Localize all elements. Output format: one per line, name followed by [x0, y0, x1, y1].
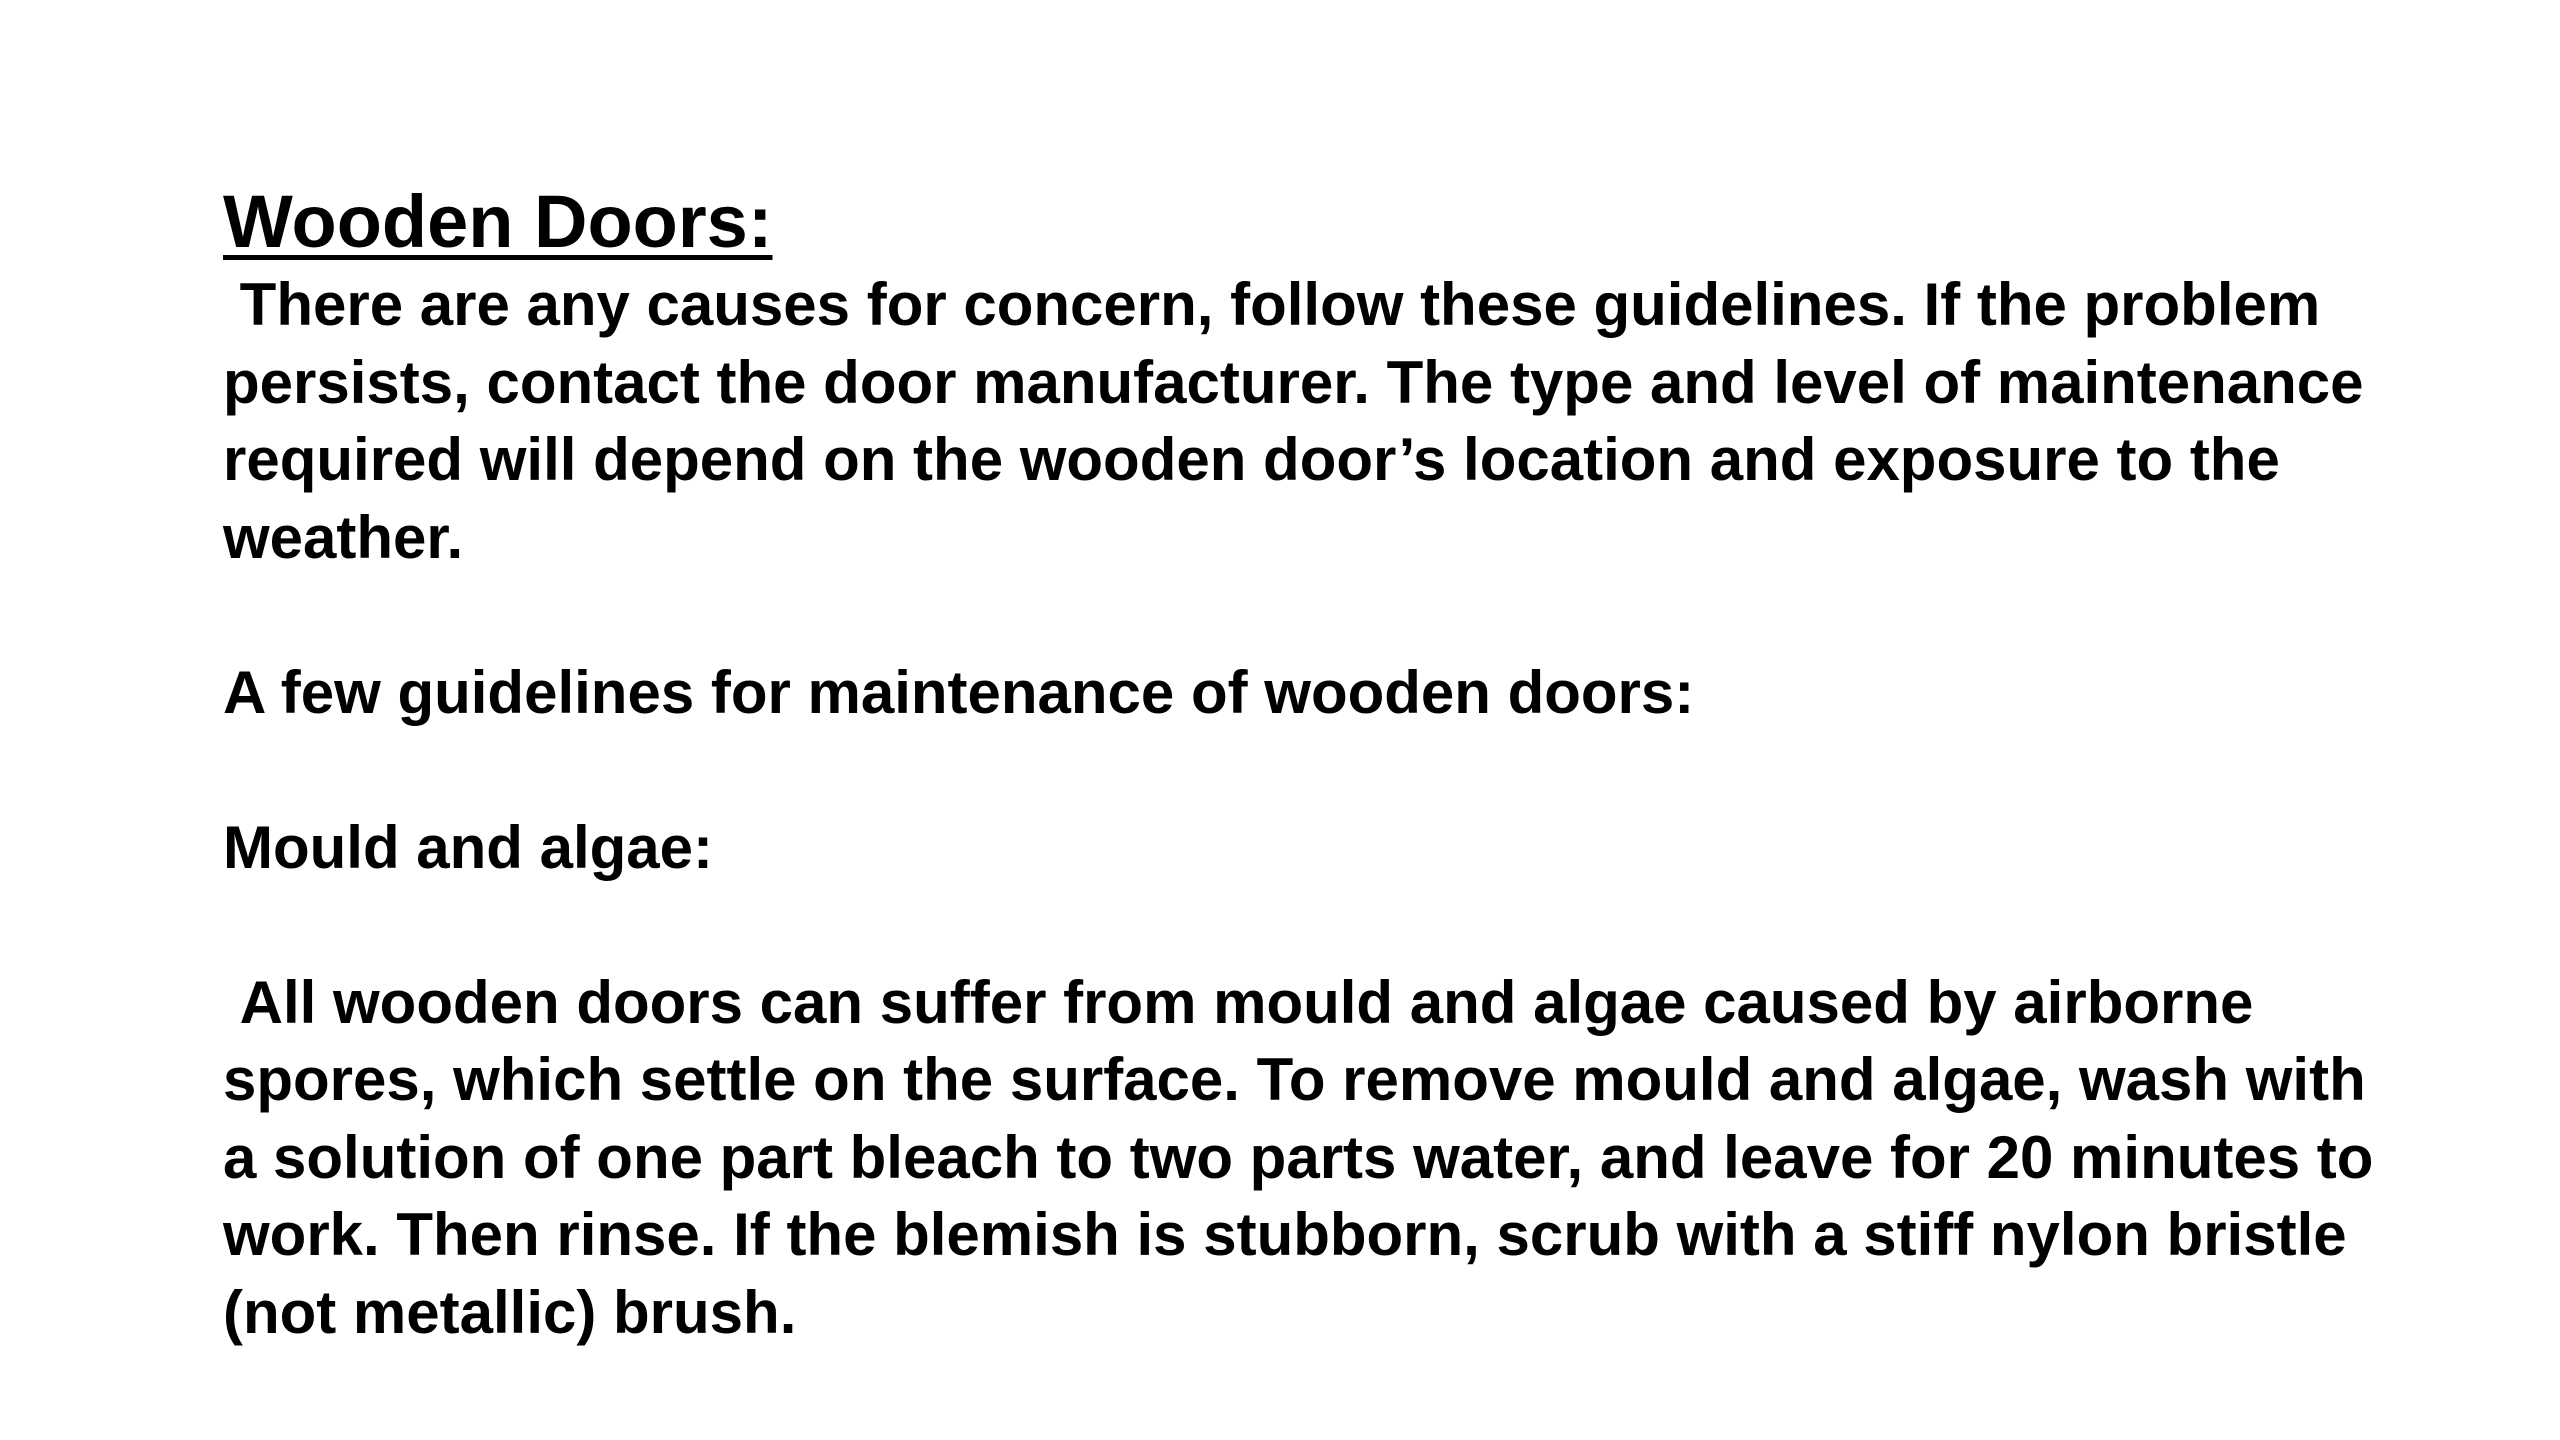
section-body-paragraph: All wooden doors can suffer from mould and algae caused by airborne spores, which settle on the surface. To remove mould and algae, wash with a solution of one part bleach to two parts water, and leave for 20 minutes to work. Then rinse. If the blemish is stubborn, scrub with a stiff nylon bristle (not metallic) brush.	[223, 968, 2391, 1346]
intro-paragraph: There are any causes for concern, follow these guidelines. If the problem persists, contact the door manufacturer. The type and level of maintenance required will depend on the wooden door’s location and exposure to the weather.	[223, 271, 2381, 571]
spacer	[223, 886, 2403, 964]
spacer	[223, 731, 2403, 809]
spacer	[223, 576, 2403, 654]
slide-content	[223, 178, 2403, 1351]
page-title: Wooden Doors:	[223, 180, 773, 263]
section-heading: Mould and algae:	[223, 813, 714, 881]
guidelines-heading: A few guidelines for maintenance of wooden doors:	[223, 658, 1695, 726]
